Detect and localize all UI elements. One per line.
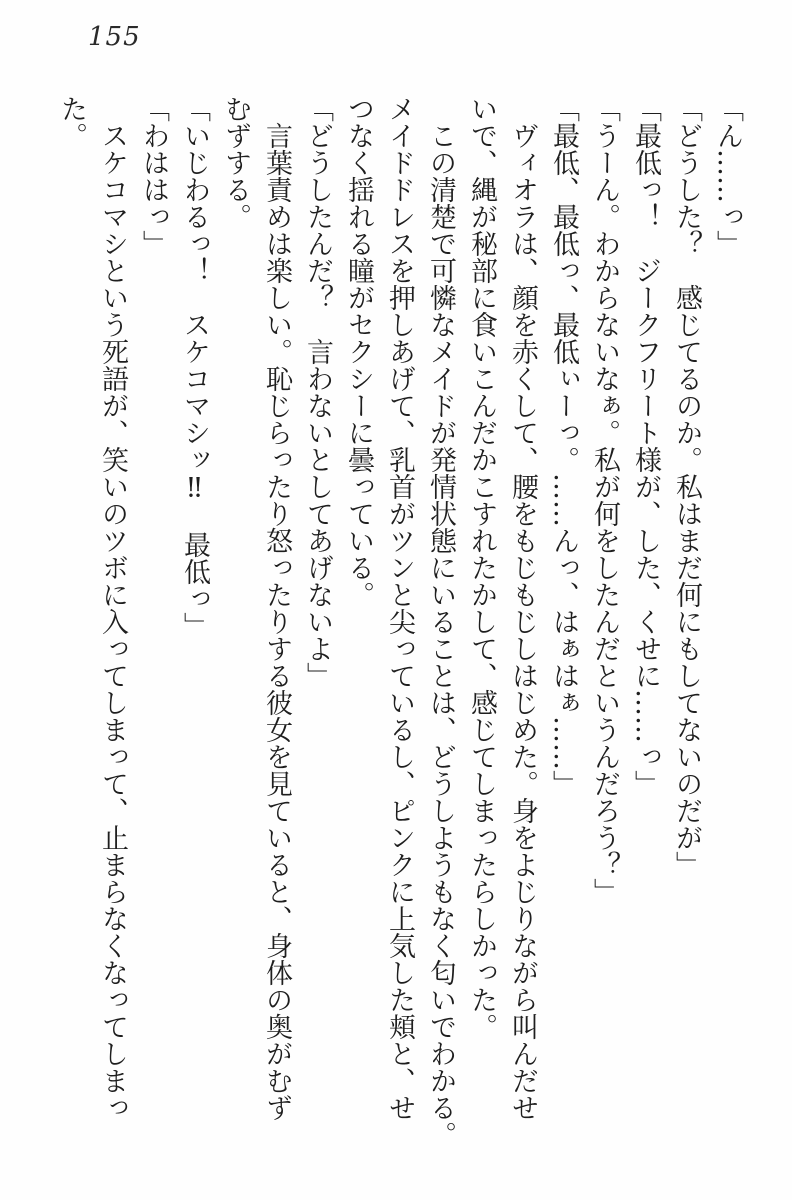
text-line: 「最低、最低っ、最低ぃーっ。……んっ、はぁはぁ……」 (548, 95, 579, 797)
text-line: むずする。 (220, 95, 251, 230)
text-line: いで、縄が秘部に食いこんだかこすれたかして、感じてしまったらしかった。 (466, 95, 497, 1040)
text-line: 「どうした？ 感じてるのか。私はまだ何にもしてないのだが」 (671, 95, 702, 878)
text-line: 「最低っ！ ジークフリート様が、した、くせに……っ」 (630, 95, 661, 797)
text-line: 「ん……っ」 (712, 95, 743, 257)
text-line: この清楚で可憐なメイドが発情状態にいることは、どうしようもなく匂いでわかる。 (425, 122, 456, 1148)
text-line: 「わははっ」 (138, 95, 169, 257)
text-line: スケコマシという死語が、笑いのツボに入ってしまって、止まらなくなってしまっ (97, 122, 128, 1121)
text-line: ヴィオラは、顔を赤くして、腰をもじもじしはじめた。身をよじりながら叫んだせ (507, 122, 538, 1121)
text-line: 「いじわるっ！ スケコマシッ‼ 最低っ」 (179, 95, 210, 639)
text-line: つなく揺れる瞳がセクシーに曇っている。 (343, 95, 374, 608)
text-line: 「うーん。わからないなぁ。私が何をしたんだというんだろう？」 (589, 95, 620, 905)
page-number: 155 (88, 22, 141, 52)
text-block (51, 95, 748, 1153)
text-line: 言葉責めは楽しい。恥じらったり怒ったりする彼女を見ていると、身体の奥がむず (261, 122, 292, 1121)
text-line: メイドドレスを押しあげて、乳首がツンと尖っているし、ピンクに上気した頬と、せ (384, 95, 415, 1121)
text-line: た。 (56, 95, 87, 149)
text-line: 「どうしたんだ？ 言わないとしてあげないよ」 (302, 95, 333, 689)
